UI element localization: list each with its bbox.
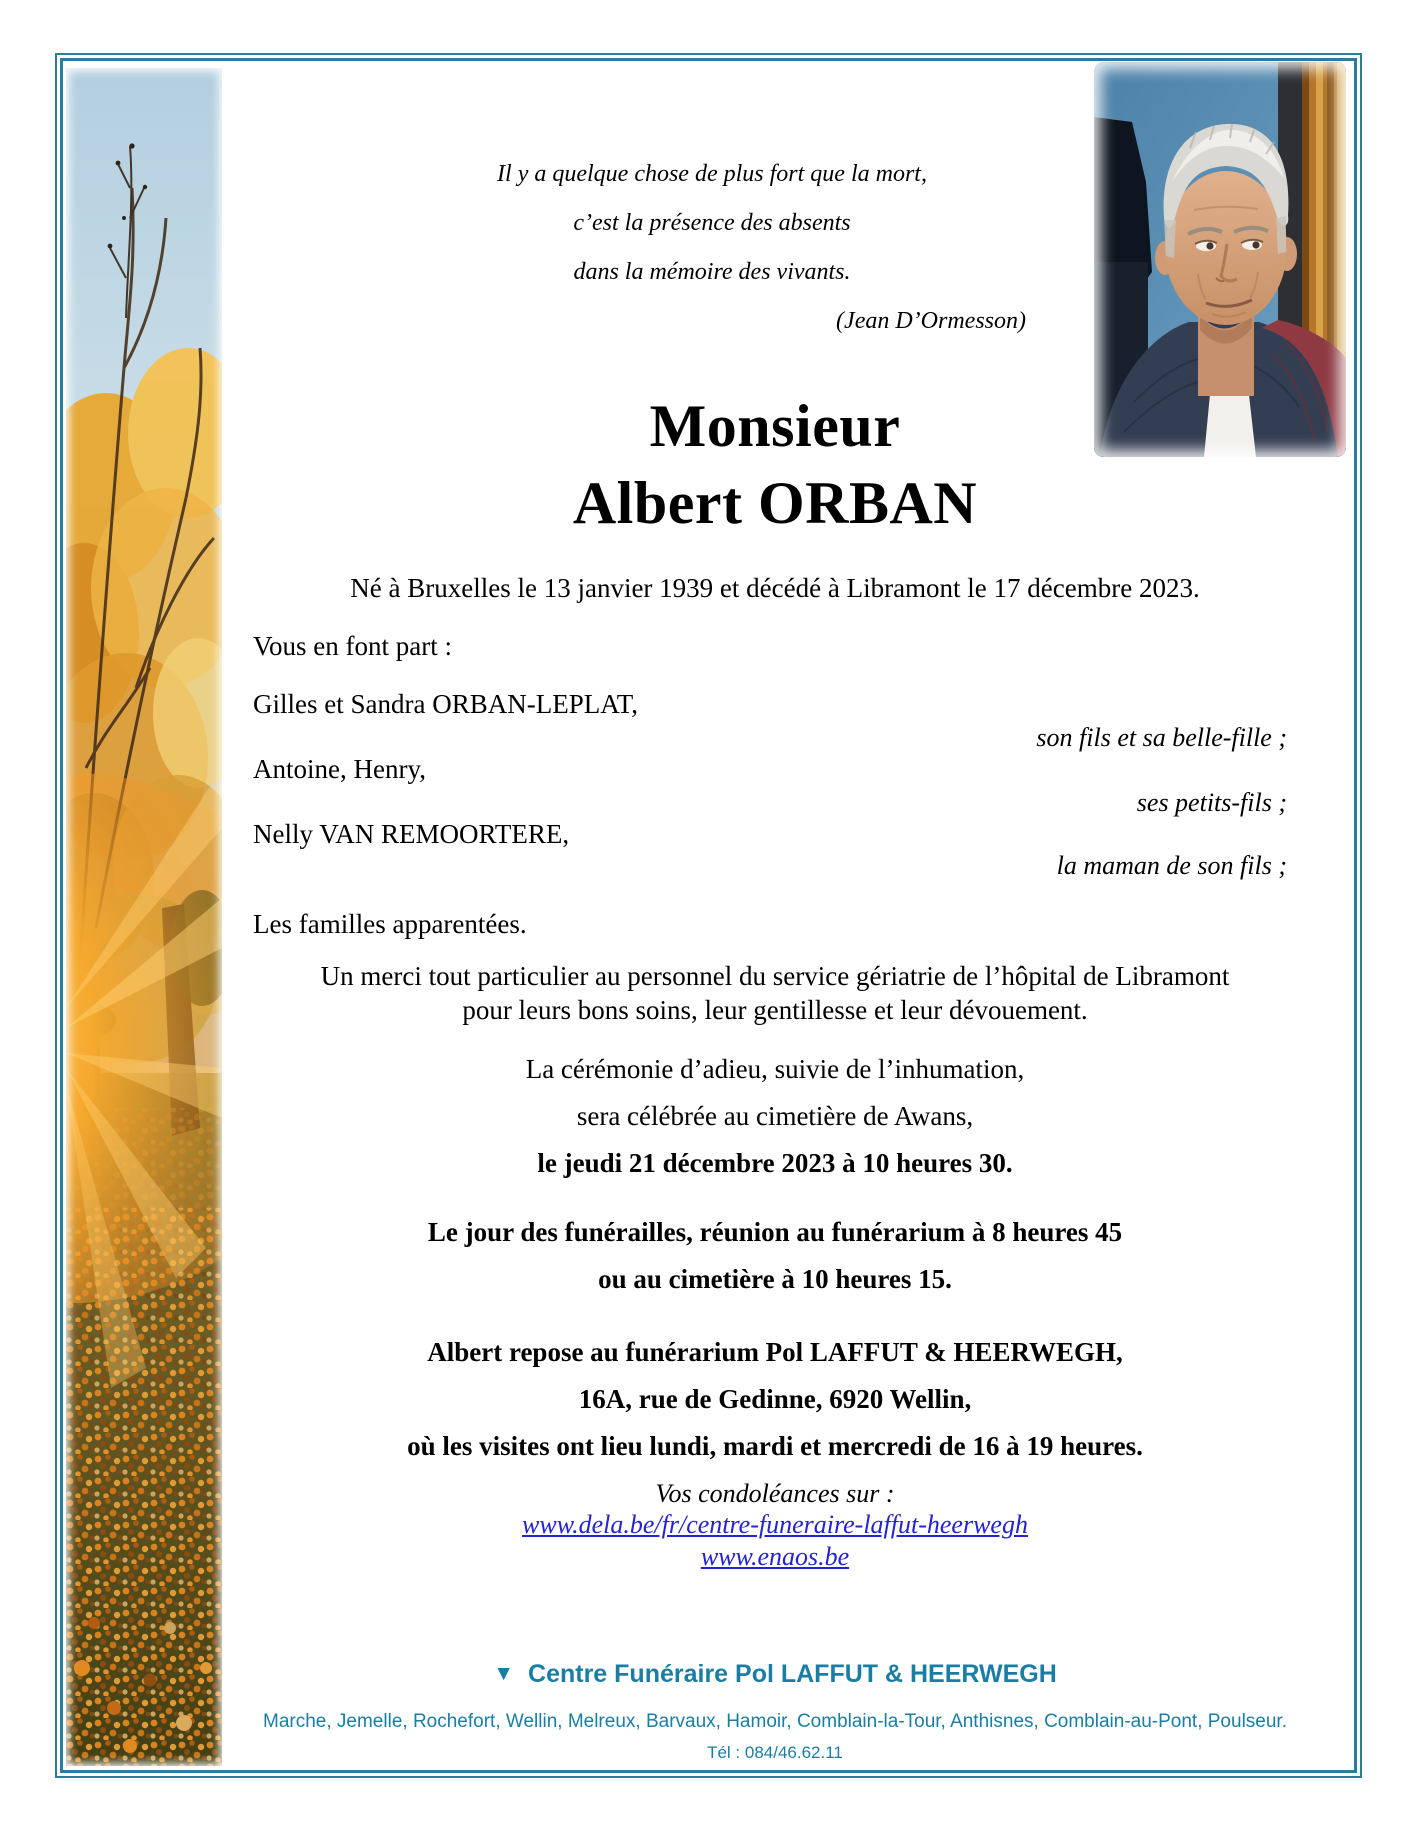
down-triangle-icon: ▼	[493, 1662, 515, 1685]
related-families-line: Les familles apparentées.	[253, 909, 527, 939]
condolences-link-row	[215, 1541, 1335, 1572]
condolences-link-row	[215, 1509, 1335, 1540]
quote-line: dans la mémoire des vivants.	[573, 259, 851, 285]
family-relation: ses petits-fils ;	[1136, 788, 1287, 817]
dela-condolences-link[interactable]: www.dela.be/fr/centre-funeraire-laffut-heerwegh	[522, 1510, 1028, 1539]
funeral-home-name: Centre Funéraire Pol LAFFUT & HEERWEGH	[528, 1660, 1057, 1688]
family-names: Nelly VAN REMOORTERE,	[253, 819, 570, 849]
title-name: Albert ORBAN	[572, 470, 978, 536]
funeral-home-phone: Tél : 084/46.62.11	[707, 1743, 843, 1762]
life-dates: Né à Bruxelles le 13 janvier 1939 et décédé à Libramont le 17 décembre 2023.	[350, 573, 1200, 603]
ceremony-line: sera célébrée au cimetière de Awans,	[576, 1101, 974, 1131]
family-relation: son fils et sa belle-fille ;	[1036, 723, 1287, 752]
quote-attribution: (Jean D’Ormesson)	[836, 308, 1026, 334]
deceased-name-title	[215, 388, 1335, 542]
funeral-day-line: ou au cimetière à 10 heures 15.	[598, 1264, 952, 1294]
funeral-home-heading	[215, 1660, 1335, 1689]
repose-visits: où les visites ont lieu lundi, mardi et mercredi de 16 à 19 heures.	[407, 1431, 1143, 1461]
quote-line: c’est la présence des absents	[573, 210, 851, 236]
condolences-label: Vos condoléances sur :	[655, 1479, 895, 1508]
family-relation: la maman de son fils ;	[1056, 851, 1287, 880]
family-names: Gilles et Sandra ORBAN-LEPLAT,	[253, 689, 638, 719]
ceremony-line: La cérémonie d’adieu, suivie de l’inhumation,	[525, 1054, 1025, 1084]
enaos-link[interactable]: www.enaos.be	[700, 1542, 850, 1571]
title-monsieur: Monsieur	[649, 393, 901, 459]
autumn-photo	[66, 68, 222, 1766]
family-names: Antoine, Henry,	[253, 754, 426, 784]
funeral-day-line: Le jour des funérailles, réunion au funérarium à 8 heures 45	[427, 1217, 1123, 1247]
announcement-intro: Vous en font part :	[253, 631, 452, 661]
funeral-home-towns: Marche, Jemelle, Rochefort, Wellin, Melreux, Barvaux, Hamoir, Comblain-la-Tour, Anthisnes, Comblain-au-Pont, Poulseur.	[263, 1711, 1287, 1732]
repose-line: Albert repose au funérarium Pol LAFFUT & HEERWEGH,	[427, 1337, 1123, 1367]
memorial-quote	[392, 150, 1032, 346]
quote-line: Il y a quelque chose de plus fort que la mort,	[497, 161, 927, 187]
thanks-line: Un merci tout particulier au personnel du service gériatrie de l’hôpital de Libramont	[320, 961, 1230, 991]
thanks-line: pour leurs bons soins, leur gentillesse et leur dévouement.	[462, 995, 1088, 1025]
ceremony-datetime: le jeudi 21 décembre 2023 à 10 heures 30.	[537, 1148, 1013, 1178]
repose-address: 16A, rue de Gedinne, 6920 Wellin,	[578, 1384, 972, 1414]
